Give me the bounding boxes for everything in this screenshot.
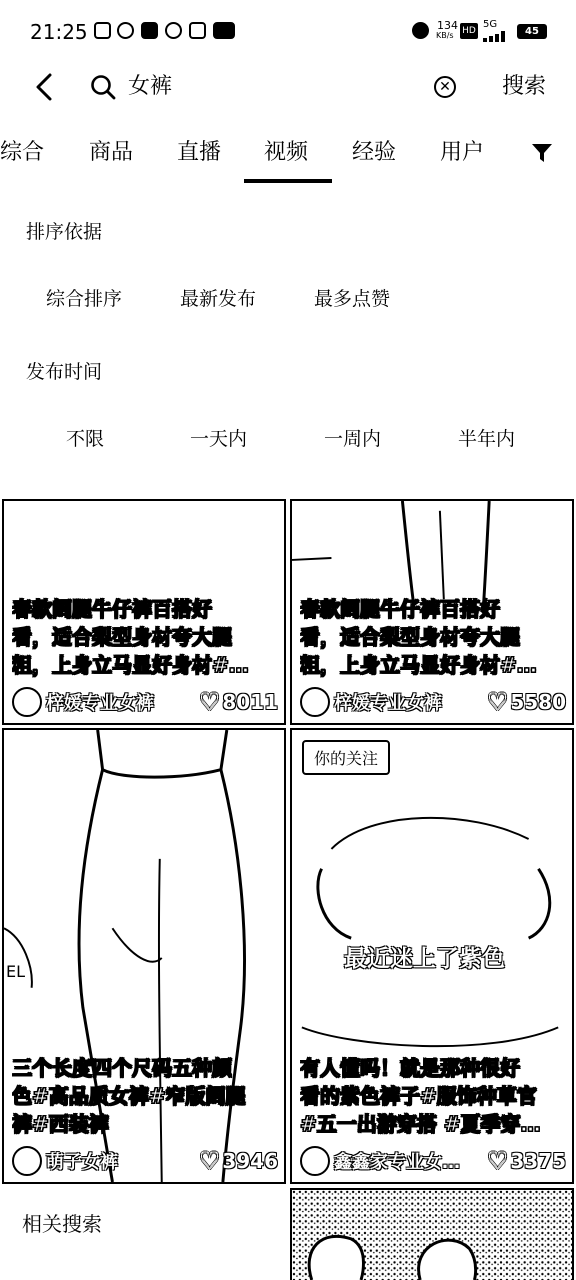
video-caption <box>12 595 278 679</box>
video-author[interactable] <box>12 687 154 717</box>
video-caption <box>300 595 566 679</box>
video-author[interactable] <box>300 687 442 717</box>
active-tab-indicator <box>244 179 332 183</box>
hd-icon: HD <box>460 23 478 39</box>
video-caption <box>300 1054 566 1138</box>
tab-videos[interactable]: 视频 <box>264 140 309 165</box>
caption-line: 看，适合梨型身材夸大腿 <box>12 625 232 649</box>
avatar <box>300 687 330 717</box>
video-thumbnail <box>292 1190 572 1280</box>
caption-line: 色#高品质女裤#窄版阔腿 <box>12 1084 246 1108</box>
time-option-any[interactable]: 不限 <box>66 428 105 450</box>
heart-icon: ♡ <box>198 688 221 716</box>
tab-users[interactable]: 用户 <box>440 140 485 165</box>
author-name: 鑫鑫家专业女… <box>334 1152 460 1173</box>
video-card[interactable] <box>290 1188 574 1280</box>
status-time: 21:25 <box>30 20 88 44</box>
caption-line: #五一出游穿搭 #夏季穿… <box>300 1112 541 1136</box>
search-icon <box>90 74 116 100</box>
search-button[interactable]: 搜索 <box>502 74 547 99</box>
tab-experience[interactable]: 经验 <box>352 140 397 165</box>
video-card[interactable] <box>2 499 286 725</box>
sort-section-title: 排序依据 <box>26 221 103 243</box>
status-bar <box>0 0 576 64</box>
sort-option-overall[interactable]: 综合排序 <box>46 288 123 310</box>
like-count[interactable] <box>487 687 566 717</box>
author-name: 梓媛专业女裤 <box>334 693 442 714</box>
wechat-icon <box>94 22 111 39</box>
video-card[interactable] <box>290 499 574 725</box>
search-input[interactable]: 女裤 <box>128 74 173 99</box>
time-option-half-year[interactable]: 半年内 <box>458 428 516 450</box>
sync-icon <box>165 22 182 39</box>
caption-line: 三个长度四个尺码五种颜 <box>12 1056 232 1080</box>
notification-icon <box>117 22 134 39</box>
video-caption <box>12 1054 278 1138</box>
more-icon <box>213 22 235 39</box>
filter-icon[interactable] <box>531 142 553 164</box>
app-icon <box>141 22 158 39</box>
video-author[interactable] <box>12 1146 118 1176</box>
heart-icon: ♡ <box>486 1147 509 1175</box>
alarm-icon <box>412 22 429 39</box>
video-overlay-text: 最近迷上了紫色 <box>344 946 505 972</box>
tab-live[interactable]: 直播 <box>177 140 222 165</box>
time-option-week[interactable]: 一周内 <box>324 428 382 450</box>
sort-option-most-liked[interactable]: 最多点赞 <box>314 288 391 310</box>
time-section-title: 发布时间 <box>26 361 103 383</box>
battery-indicator: 45 <box>517 24 547 39</box>
like-number: 3946 <box>222 1149 278 1173</box>
video-author[interactable] <box>300 1146 460 1176</box>
tab-products[interactable]: 商品 <box>89 140 134 165</box>
clear-search-icon[interactable]: ✕ <box>434 76 456 98</box>
app-icon-2 <box>189 22 206 39</box>
caption-line: 看，适合梨型身材夸大腿 <box>300 625 520 649</box>
author-name: 萌子女裤 <box>46 1152 118 1173</box>
signal-label: 5G <box>483 19 498 30</box>
like-count[interactable] <box>199 1146 278 1176</box>
net-speed-unit: KB/s <box>436 31 454 40</box>
thumbnail-text: EL <box>6 962 26 981</box>
following-badge: 你的关注 <box>302 740 390 775</box>
heart-icon: ♡ <box>198 1147 221 1175</box>
caption-line: 春款阔腿牛仔裤百搭好 <box>12 597 212 621</box>
avatar <box>12 687 42 717</box>
back-arrow-icon[interactable] <box>32 72 56 102</box>
video-card[interactable] <box>290 728 574 1184</box>
sort-option-newest[interactable]: 最新发布 <box>180 288 257 310</box>
tab-overall[interactable]: 综合 <box>0 140 45 165</box>
like-number: 8011 <box>222 690 278 714</box>
related-searches-title: 相关搜索 <box>22 1212 102 1236</box>
caption-line: 有人懂吗！就是那种很好 <box>300 1056 520 1080</box>
caption-line: 看的紫色裤子#服饰种草官 <box>300 1084 537 1108</box>
caption-line: 春款阔腿牛仔裤百搭好 <box>300 597 500 621</box>
like-count[interactable] <box>487 1146 566 1176</box>
caption-line: 粗，上身立马显好身材#… <box>12 653 249 677</box>
net-speed-value: 134 <box>437 19 458 32</box>
time-option-day[interactable]: 一天内 <box>190 428 248 450</box>
like-number: 3375 <box>510 1149 566 1173</box>
caption-line: 裤#西装裤 <box>12 1112 109 1136</box>
avatar <box>12 1146 42 1176</box>
like-number: 5580 <box>510 690 566 714</box>
heart-icon: ♡ <box>486 688 509 716</box>
signal-icon <box>483 30 511 42</box>
caption-line: 粗，上身立马显好身材#… <box>300 653 537 677</box>
like-count[interactable] <box>199 687 278 717</box>
avatar <box>300 1146 330 1176</box>
author-name: 梓媛专业女裤 <box>46 693 154 714</box>
video-card[interactable] <box>2 728 286 1184</box>
